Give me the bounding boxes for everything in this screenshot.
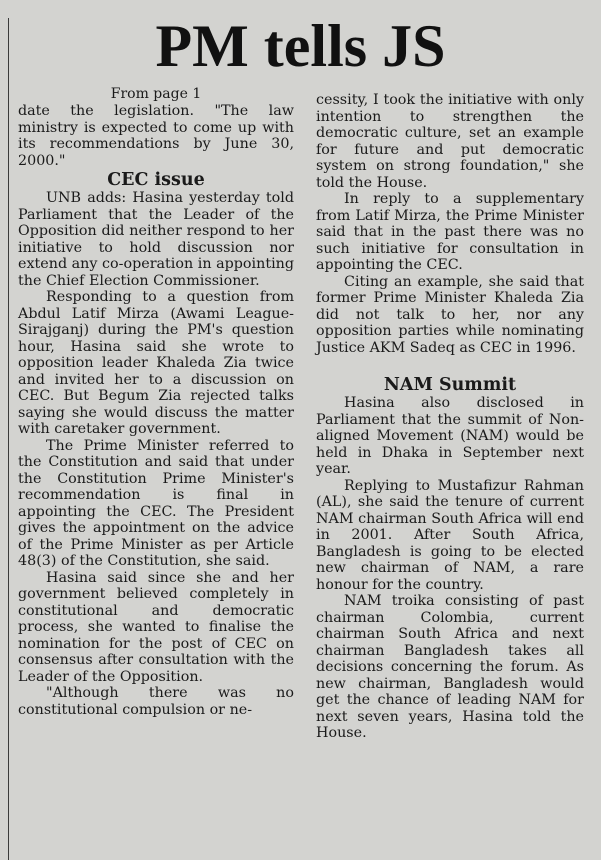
paragraph: Hasina also disclosed in Parliament that the summit of Non-aligned Movement (NAM) would be held in Dhaka in September next year. [316,395,584,477]
paragraph: Replying to Mustafizur Rahman (AL), she said the tenure of current NAM chairman South Africa will end in 2001. After South Africa, Bangladesh is going to be elected new chairman of NAM, a rare honour for the country. [316,477,584,593]
subheading-cec-issue: CEC issue [107,170,205,190]
paragraph: The Prime Minister referred to the Constitution and said that under the Constitution Prime Minister's recommendation is final in appointing the CEC. The President gives the appointment on the advice of the Prime Minister as per Article 48(3) of the Constitution, she said. [18,437,294,569]
subheading-nam-summit: NAM Summit [383,375,517,395]
paragraph: NAM troika consisting of past chairman Colombia, current chairman South Africa and next chairman Bangladesh takes all decisions concerning the forum. As new chairman, Bangladesh would get the chance of leading NAM for next seven years, Hasina told the House. [316,593,584,741]
paragraph: Hasina said since she and her government believed completely in constitutional and democratic process, she wanted to finalise the nomination for the post of CEC on consensus after consultation with the Leader of the Opposition. [18,569,294,685]
column-rule [8,18,9,860]
paragraph: date the legislation. "The law ministry is expected to come up with its recommendations by June 30, 2000." [18,103,294,169]
continued-from-label: From page 1 [110,86,202,102]
paragraph: Citing an example, she said that former Prime Minister Khaleda Zia did not talk to her, nor any opposition parties while nominating Justice AKM Sadeq as CEC in 1996. [316,273,584,356]
paragraph: In reply to a supplementary from Latif Mirza, the Prime Minister said that in the past there was no such initiative for consultation in appointing the CEC. [316,191,584,273]
paragraph: cessity, I took the initiative with only intention to strengthen the democratic culture, set an example for future and put democratic system on strong foundation," she told the House. [316,92,584,191]
paragraph: Responding to a question from Abdul Latif Mirza (Awami League-Sirajganj) during the PM's question hour, Hasina said she wrote to opposition leader Khaleda Zia twice and invited her to a discussion on CEC. But Begum Zia rejected talks saying she would discuss the matter with caretaker government. [18,289,294,437]
article-column-left [18,86,294,718]
paragraph: "Although there was no constitutional compulsion or ne- [18,685,294,718]
headline: PM tells JS [155,13,446,79]
article-column-right [316,92,584,742]
paragraph: UNB adds: Hasina yesterday told Parliament that the Leader of the Opposition did neither respond to her initiative to hold discussion nor extend any co-operation in appointing the Chief Election Commissioner. [18,190,294,289]
